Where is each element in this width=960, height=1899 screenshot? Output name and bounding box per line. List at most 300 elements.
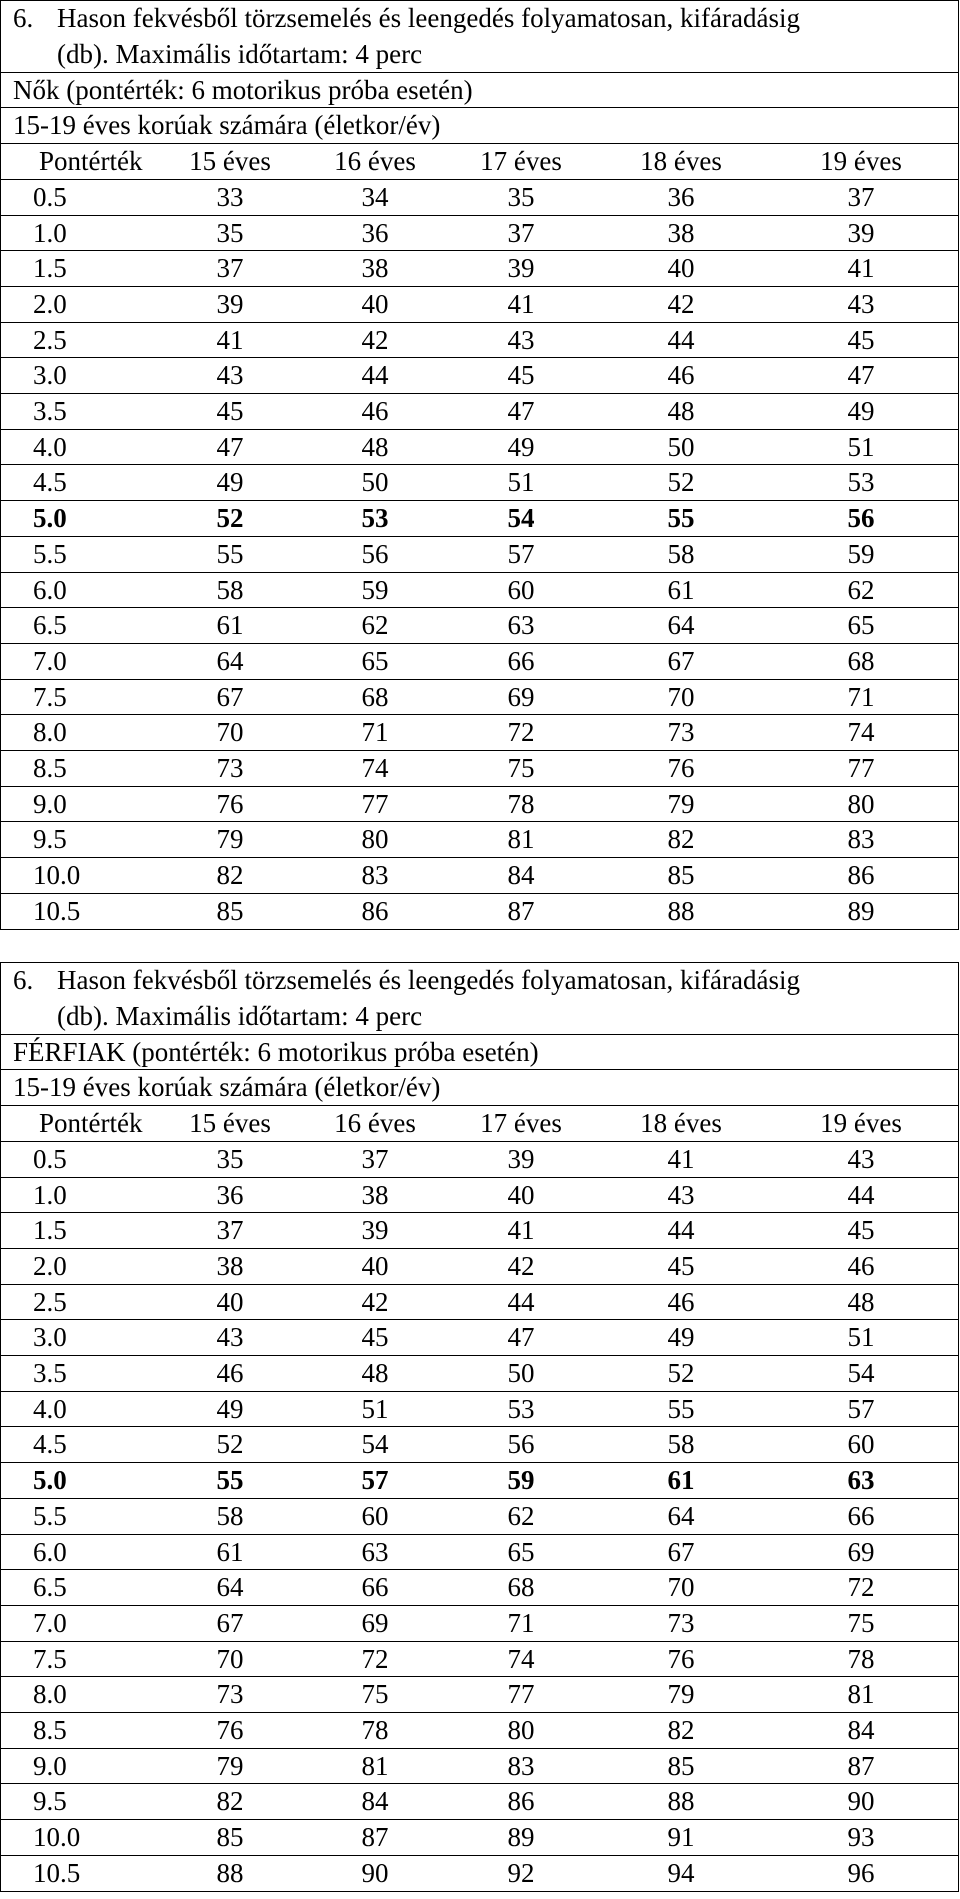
- value-cell: 80: [361, 824, 389, 855]
- value-cell: 82: [667, 824, 695, 855]
- value-cell: 88: [667, 1786, 695, 1817]
- table-row: [1, 1535, 958, 1571]
- value-cell: 45: [847, 1215, 875, 1246]
- value-cell: 75: [847, 1607, 875, 1638]
- value-cell: 96: [847, 1857, 875, 1888]
- value-cell: 49: [667, 1322, 695, 1353]
- value-cell: 69: [847, 1536, 875, 1567]
- value-cell: 64: [667, 1500, 695, 1531]
- column-header: Pontérték: [39, 1108, 143, 1139]
- column-header: 19 éves: [820, 1108, 902, 1139]
- score-cell: 2.5: [33, 1286, 67, 1317]
- value-cell: 41: [216, 324, 244, 355]
- value-cell: 51: [507, 467, 535, 498]
- table-row: [1, 430, 958, 466]
- value-cell: 50: [507, 1358, 535, 1389]
- score-cell: 5.5: [33, 538, 67, 569]
- score-cell: 0.5: [33, 1143, 67, 1174]
- value-cell: 58: [667, 1429, 695, 1460]
- value-cell: 79: [667, 788, 695, 819]
- value-cell: 86: [361, 895, 389, 926]
- value-cell: 63: [507, 610, 535, 641]
- score-cell: 7.0: [33, 645, 67, 676]
- value-cell: 61: [216, 610, 244, 641]
- table-row: [1, 1856, 958, 1892]
- value-cell: 76: [216, 788, 244, 819]
- value-cell: 36: [361, 217, 389, 248]
- value-cell: 60: [361, 1500, 389, 1531]
- table-row: [1, 501, 958, 537]
- value-cell: 42: [361, 324, 389, 355]
- value-cell: 46: [667, 1286, 695, 1317]
- table-row: [1, 251, 958, 287]
- value-cell: 53: [507, 1393, 535, 1424]
- value-cell: 40: [667, 253, 695, 284]
- value-cell: 63: [361, 1536, 389, 1567]
- value-cell: 73: [667, 1607, 695, 1638]
- score-cell: 3.0: [33, 1322, 67, 1353]
- value-cell: 61: [667, 1465, 695, 1496]
- value-cell: 61: [216, 1536, 244, 1567]
- value-cell: 77: [361, 788, 389, 819]
- score-cell: 9.5: [33, 824, 67, 855]
- value-cell: 84: [507, 860, 535, 891]
- value-cell: 54: [361, 1429, 389, 1460]
- value-cell: 60: [507, 574, 535, 605]
- value-cell: 67: [667, 1536, 695, 1567]
- title-line-2: (db). Maximális időtartam: 4 perc: [57, 1000, 423, 1031]
- value-cell: 45: [361, 1322, 389, 1353]
- table-row: [1, 1499, 958, 1535]
- score-cell: 10.5: [33, 895, 81, 926]
- value-cell: 57: [507, 538, 535, 569]
- score-cell: 1.5: [33, 1215, 67, 1246]
- table-row: [1, 465, 958, 501]
- value-cell: 82: [667, 1714, 695, 1745]
- table-row: [1, 858, 958, 894]
- value-cell: 83: [847, 824, 875, 855]
- column-header: 18 éves: [640, 1108, 722, 1139]
- table-age-range: 15-19 éves korúak számára (életkor/év): [1, 1070, 958, 1106]
- value-cell: 73: [667, 717, 695, 748]
- column-header: 17 éves: [480, 146, 562, 177]
- value-cell: 39: [507, 1143, 535, 1174]
- value-cell: 49: [507, 431, 535, 462]
- score-cell: 8.0: [33, 717, 67, 748]
- value-cell: 57: [847, 1393, 875, 1424]
- value-cell: 76: [216, 1714, 244, 1745]
- score-cell: 4.0: [33, 431, 67, 462]
- value-cell: 70: [667, 1572, 695, 1603]
- value-cell: 50: [361, 467, 389, 498]
- table-row: [1, 1463, 958, 1499]
- value-cell: 83: [361, 860, 389, 891]
- table-row: [1, 1392, 958, 1428]
- value-cell: 52: [216, 1429, 244, 1460]
- value-cell: 87: [847, 1750, 875, 1781]
- table-body: [1, 144, 958, 929]
- score-cell: 4.5: [33, 467, 67, 498]
- value-cell: 71: [361, 717, 389, 748]
- value-cell: 67: [216, 681, 244, 712]
- value-cell: 34: [361, 181, 389, 212]
- table-row: [1, 1320, 958, 1356]
- table-row: [1, 1820, 958, 1856]
- value-cell: 44: [667, 324, 695, 355]
- value-cell: 64: [216, 1572, 244, 1603]
- score-cell: 7.0: [33, 1607, 67, 1638]
- table-row: [1, 1356, 958, 1392]
- value-cell: 71: [847, 681, 875, 712]
- score-cell: 5.0: [33, 1465, 67, 1496]
- value-cell: 52: [667, 467, 695, 498]
- value-cell: 44: [361, 360, 389, 391]
- value-cell: 60: [847, 1429, 875, 1460]
- value-cell: 40: [361, 289, 389, 320]
- table-row: [1, 1142, 958, 1178]
- value-cell: 56: [847, 503, 875, 534]
- value-cell: 69: [361, 1607, 389, 1638]
- score-cell: 4.0: [33, 1393, 67, 1424]
- value-cell: 83: [507, 1750, 535, 1781]
- table-row: [1, 216, 958, 252]
- value-cell: 46: [847, 1251, 875, 1282]
- value-cell: 35: [216, 1143, 244, 1174]
- value-cell: 58: [667, 538, 695, 569]
- value-cell: 39: [216, 289, 244, 320]
- table-subtitle: FÉRFIAK (pontérték: 6 motorikus próba esetén): [1, 1035, 958, 1071]
- value-cell: 70: [216, 717, 244, 748]
- score-cell: 10.5: [33, 1857, 81, 1888]
- value-cell: 72: [507, 717, 535, 748]
- value-cell: 76: [667, 752, 695, 783]
- value-cell: 33: [216, 181, 244, 212]
- value-cell: 42: [667, 289, 695, 320]
- table-row: [1, 1606, 958, 1642]
- value-cell: 90: [847, 1786, 875, 1817]
- value-cell: 58: [216, 574, 244, 605]
- column-header: 15 éves: [189, 146, 271, 177]
- value-cell: 40: [216, 1286, 244, 1317]
- value-cell: 77: [507, 1679, 535, 1710]
- value-cell: 85: [667, 1750, 695, 1781]
- value-cell: 36: [216, 1179, 244, 1210]
- score-cell: 6.5: [33, 1572, 67, 1603]
- column-header: 16 éves: [334, 1108, 416, 1139]
- value-cell: 84: [361, 1786, 389, 1817]
- table-number: 6.: [13, 965, 34, 995]
- value-cell: 53: [361, 503, 389, 534]
- value-cell: 66: [361, 1572, 389, 1603]
- table-row: [1, 1784, 958, 1820]
- column-header: 15 éves: [189, 1108, 271, 1139]
- value-cell: 84: [847, 1714, 875, 1745]
- value-cell: 69: [507, 681, 535, 712]
- value-cell: 59: [507, 1465, 535, 1496]
- table-title: [1, 1, 958, 73]
- value-cell: 39: [361, 1215, 389, 1246]
- value-cell: 45: [216, 396, 244, 427]
- value-cell: 45: [507, 360, 535, 391]
- value-cell: 85: [216, 1822, 244, 1853]
- value-cell: 56: [361, 538, 389, 569]
- table-row: [1, 1642, 958, 1678]
- value-cell: 55: [216, 1465, 244, 1496]
- value-cell: 62: [507, 1500, 535, 1531]
- table-row: [1, 1213, 958, 1249]
- score-cell: 8.5: [33, 1714, 67, 1745]
- score-cell: 9.5: [33, 1786, 67, 1817]
- value-cell: 86: [847, 860, 875, 891]
- column-header: 18 éves: [640, 146, 722, 177]
- value-cell: 47: [216, 431, 244, 462]
- table-row: [1, 608, 958, 644]
- value-cell: 72: [847, 1572, 875, 1603]
- value-cell: 39: [847, 217, 875, 248]
- value-cell: 68: [361, 681, 389, 712]
- table-row: [1, 358, 958, 394]
- value-cell: 55: [216, 538, 244, 569]
- value-cell: 37: [507, 217, 535, 248]
- value-cell: 62: [361, 610, 389, 641]
- value-cell: 48: [361, 1358, 389, 1389]
- value-cell: 55: [667, 503, 695, 534]
- value-cell: 38: [361, 1179, 389, 1210]
- value-cell: 37: [361, 1143, 389, 1174]
- value-cell: 66: [847, 1500, 875, 1531]
- score-cell: 2.0: [33, 289, 67, 320]
- value-cell: 70: [667, 681, 695, 712]
- value-cell: 81: [847, 1679, 875, 1710]
- value-cell: 44: [667, 1215, 695, 1246]
- value-cell: 65: [847, 610, 875, 641]
- score-cell: 6.0: [33, 1536, 67, 1567]
- table-row: [1, 1677, 958, 1713]
- value-cell: 59: [847, 538, 875, 569]
- value-cell: 36: [667, 181, 695, 212]
- value-cell: 63: [847, 1465, 875, 1496]
- value-cell: 48: [361, 431, 389, 462]
- value-cell: 87: [361, 1822, 389, 1853]
- value-cell: 41: [507, 1215, 535, 1246]
- score-cell: 3.5: [33, 1358, 67, 1389]
- table-row: [1, 323, 958, 359]
- score-cell: 4.5: [33, 1429, 67, 1460]
- value-cell: 74: [507, 1643, 535, 1674]
- value-cell: 52: [216, 503, 244, 534]
- value-cell: 49: [216, 1393, 244, 1424]
- column-header: 17 éves: [480, 1108, 562, 1139]
- value-cell: 67: [667, 645, 695, 676]
- value-cell: 41: [507, 289, 535, 320]
- value-cell: 68: [507, 1572, 535, 1603]
- table-row: [1, 1249, 958, 1285]
- value-cell: 74: [847, 717, 875, 748]
- value-cell: 87: [507, 895, 535, 926]
- value-cell: 50: [667, 431, 695, 462]
- value-cell: 85: [667, 860, 695, 891]
- value-cell: 39: [507, 253, 535, 284]
- value-cell: 43: [507, 324, 535, 355]
- value-cell: 78: [507, 788, 535, 819]
- table-row: [1, 822, 958, 858]
- value-cell: 82: [216, 860, 244, 891]
- value-cell: 44: [847, 1179, 875, 1210]
- value-cell: 54: [847, 1358, 875, 1389]
- table-row: [1, 1178, 958, 1214]
- value-cell: 75: [361, 1679, 389, 1710]
- table-age-range: 15-19 éves korúak számára (életkor/év): [1, 108, 958, 144]
- value-cell: 80: [847, 788, 875, 819]
- value-cell: 79: [216, 824, 244, 855]
- value-cell: 38: [667, 217, 695, 248]
- table-row: [1, 1713, 958, 1749]
- value-cell: 45: [847, 324, 875, 355]
- table-men: [0, 962, 959, 1892]
- score-cell: 3.5: [33, 396, 67, 427]
- title-line-1: Hason fekvésből törzsemelés és leengedés folyamatosan, kifáradásig: [57, 965, 800, 995]
- value-cell: 90: [361, 1857, 389, 1888]
- value-cell: 45: [667, 1251, 695, 1282]
- value-cell: 49: [847, 396, 875, 427]
- value-cell: 65: [361, 645, 389, 676]
- value-cell: 65: [507, 1536, 535, 1567]
- value-cell: 38: [216, 1251, 244, 1282]
- score-cell: 3.0: [33, 360, 67, 391]
- value-cell: 54: [507, 503, 535, 534]
- value-cell: 47: [847, 360, 875, 391]
- table-row: [1, 715, 958, 751]
- value-cell: 78: [847, 1643, 875, 1674]
- value-cell: 56: [507, 1429, 535, 1460]
- value-cell: 75: [507, 752, 535, 783]
- table-row: [1, 787, 958, 823]
- score-cell: 6.0: [33, 574, 67, 605]
- table-row: [1, 1285, 958, 1321]
- value-cell: 71: [507, 1607, 535, 1638]
- value-cell: 81: [507, 824, 535, 855]
- value-cell: 92: [507, 1857, 535, 1888]
- score-cell: 5.5: [33, 1500, 67, 1531]
- value-cell: 43: [847, 1143, 875, 1174]
- value-cell: 61: [667, 574, 695, 605]
- value-cell: 46: [667, 360, 695, 391]
- table-women: [0, 0, 959, 930]
- value-cell: 73: [216, 1679, 244, 1710]
- value-cell: 82: [216, 1786, 244, 1817]
- table-body: [1, 1106, 958, 1891]
- value-cell: 47: [507, 396, 535, 427]
- table-row: [1, 1570, 958, 1606]
- score-cell: 1.5: [33, 253, 67, 284]
- table-row: [1, 751, 958, 787]
- score-cell: 1.0: [33, 217, 67, 248]
- value-cell: 80: [507, 1714, 535, 1745]
- value-cell: 91: [667, 1822, 695, 1853]
- value-cell: 88: [216, 1857, 244, 1888]
- value-cell: 41: [847, 253, 875, 284]
- value-cell: 43: [216, 1322, 244, 1353]
- table-row: [1, 1749, 958, 1785]
- value-cell: 94: [667, 1857, 695, 1888]
- value-cell: 74: [361, 752, 389, 783]
- value-cell: 35: [216, 217, 244, 248]
- score-cell: 9.0: [33, 1750, 67, 1781]
- value-cell: 72: [361, 1643, 389, 1674]
- score-cell: 2.5: [33, 324, 67, 355]
- value-cell: 38: [361, 253, 389, 284]
- table-subtitle: Nők (pontérték: 6 motorikus próba esetén): [1, 73, 958, 109]
- value-cell: 62: [847, 574, 875, 605]
- value-cell: 42: [507, 1251, 535, 1282]
- value-cell: 67: [216, 1607, 244, 1638]
- score-cell: 10.0: [33, 860, 81, 891]
- table-row: [1, 680, 958, 716]
- table-title: [1, 963, 958, 1035]
- value-cell: 89: [847, 895, 875, 926]
- value-cell: 51: [361, 1393, 389, 1424]
- column-header-row: [1, 144, 958, 180]
- score-cell: 10.0: [33, 1822, 81, 1853]
- table-row: [1, 573, 958, 609]
- value-cell: 41: [667, 1143, 695, 1174]
- value-cell: 55: [667, 1393, 695, 1424]
- score-cell: 7.5: [33, 681, 67, 712]
- column-header: 16 éves: [334, 146, 416, 177]
- value-cell: 37: [216, 253, 244, 284]
- value-cell: 42: [361, 1286, 389, 1317]
- score-cell: 9.0: [33, 788, 67, 819]
- table-row: [1, 1427, 958, 1463]
- value-cell: 73: [216, 752, 244, 783]
- table-row: [1, 644, 958, 680]
- value-cell: 40: [507, 1179, 535, 1210]
- value-cell: 51: [847, 1322, 875, 1353]
- table-number: 6.: [13, 3, 34, 33]
- table-row: [1, 287, 958, 323]
- value-cell: 79: [667, 1679, 695, 1710]
- value-cell: 46: [361, 396, 389, 427]
- value-cell: 35: [507, 181, 535, 212]
- value-cell: 76: [667, 1643, 695, 1674]
- value-cell: 64: [216, 645, 244, 676]
- value-cell: 37: [216, 1215, 244, 1246]
- value-cell: 48: [847, 1286, 875, 1317]
- score-cell: 5.0: [33, 503, 67, 534]
- value-cell: 78: [361, 1714, 389, 1745]
- column-header-row: [1, 1106, 958, 1142]
- score-cell: 7.5: [33, 1643, 67, 1674]
- value-cell: 77: [847, 752, 875, 783]
- value-cell: 51: [847, 431, 875, 462]
- value-cell: 86: [507, 1786, 535, 1817]
- score-cell: 0.5: [33, 181, 67, 212]
- value-cell: 70: [216, 1643, 244, 1674]
- title-line-2: (db). Maximális időtartam: 4 perc: [57, 38, 423, 69]
- value-cell: 93: [847, 1822, 875, 1853]
- value-cell: 64: [667, 610, 695, 641]
- value-cell: 57: [361, 1465, 389, 1496]
- value-cell: 85: [216, 895, 244, 926]
- score-cell: 8.0: [33, 1679, 67, 1710]
- value-cell: 53: [847, 467, 875, 498]
- table-row: [1, 894, 958, 930]
- value-cell: 40: [361, 1251, 389, 1282]
- value-cell: 66: [507, 645, 535, 676]
- value-cell: 68: [847, 645, 875, 676]
- value-cell: 46: [216, 1358, 244, 1389]
- value-cell: 43: [847, 289, 875, 320]
